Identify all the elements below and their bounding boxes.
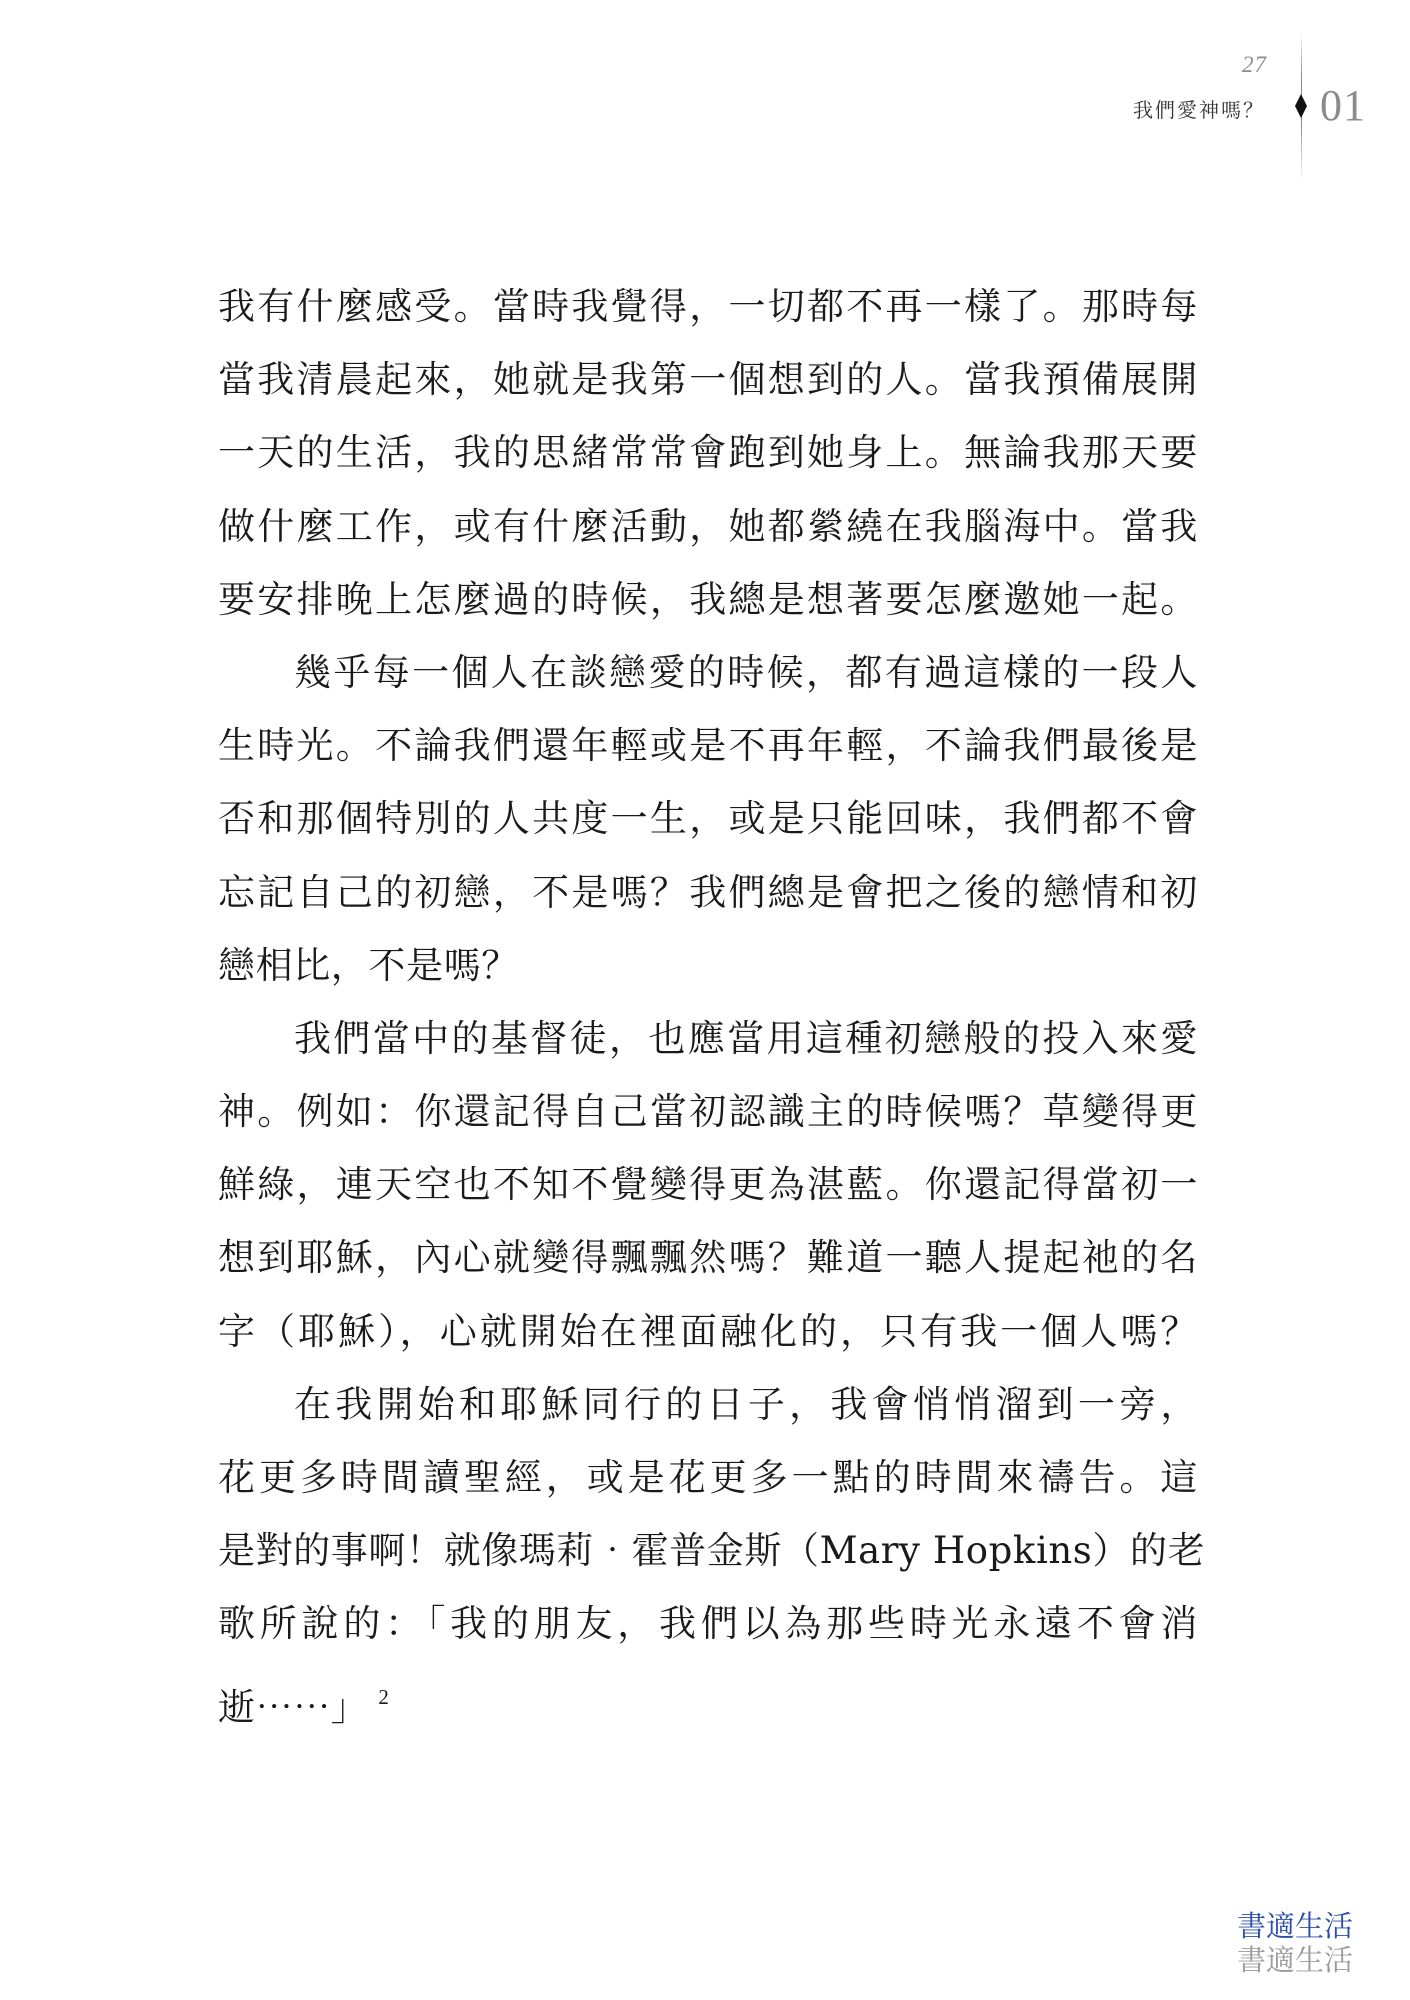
- last-line-text: 逝⋯⋯」: [218, 1685, 369, 1729]
- paragraph-start-line: 我們當中的基督徒，也應當用這種初戀般的投入來愛: [294, 1016, 1198, 1060]
- page-number: 27: [1242, 52, 1267, 77]
- text-line: 神。例如：你還記得自己當初認識主的時候嗎？草變得更: [218, 1090, 1198, 1134]
- paragraph-start-line: 在我開始和耶穌同行的日子，我會悄悄溜到一旁，: [294, 1382, 1198, 1426]
- text-line: 要安排晚上怎麼過的時候，我總是想著要怎麼邀她一起。: [218, 577, 1198, 621]
- paragraph-start-line: 幾乎每一個人在談戀愛的時候，都有過這樣的一段人: [294, 650, 1198, 694]
- text-line: 生時光。不論我們還年輕或是不再年輕，不論我們最後是: [218, 724, 1198, 768]
- text-line: 是對的事啊！就像瑪莉‧霍普金斯（Mary Hopkins）的老: [218, 1529, 1206, 1573]
- chapter-number: 01: [1320, 81, 1366, 130]
- text-line: 做什麼工作，或有什麼活動，她都縈繞在我腦海中。當我: [218, 504, 1198, 548]
- text-line: 當我清晨起來，她就是我第一個想到的人。當我預備展開: [218, 358, 1198, 402]
- text-line: 否和那個特別的人共度一生，或是只能回味，我們都不會: [218, 797, 1198, 841]
- publisher-watermark: [1230, 1909, 1360, 1977]
- text-line: 戀相比，不是嗎？: [218, 943, 519, 987]
- text-line: 一天的生活，我的思緒常常會跑到她身上。無論我那天要: [218, 431, 1198, 475]
- footnote-ref: 2: [378, 1684, 390, 1709]
- running-title: 我們愛神嗎？: [1133, 98, 1265, 122]
- text-line: 花更多時間讀聖經，或是花更多一點的時間來禱告。這: [218, 1456, 1198, 1499]
- last-text-line: [218, 1661, 1198, 1734]
- diamond-icon: [1295, 94, 1307, 118]
- text-line: 字（耶穌），心就開始在裡面融化的，只有我一個人嗎？: [218, 1309, 1198, 1353]
- body-text: [218, 270, 1206, 1734]
- text-line: 歌所說的：「我的朋友，我們以為那些時光永遠不會消: [218, 1602, 1198, 1646]
- publisher-name-primary: 書適生活: [1236, 1909, 1353, 1943]
- text-line: 想到耶穌，內心就變得飄飄然嗎？難道一聽人提起祂的名: [218, 1236, 1198, 1280]
- text-line: 忘記自己的初戀，不是嗎？我們總是會把之後的戀情和初: [218, 870, 1198, 914]
- publisher-name-secondary: 書適生活: [1236, 1943, 1353, 1977]
- text-line: 鮮綠，連天空也不知不覺變得更為湛藍。你還記得當初一: [218, 1163, 1198, 1207]
- text-line: 我有什麼感受。當時我覺得，一切都不再一樣了。那時每: [218, 285, 1198, 328]
